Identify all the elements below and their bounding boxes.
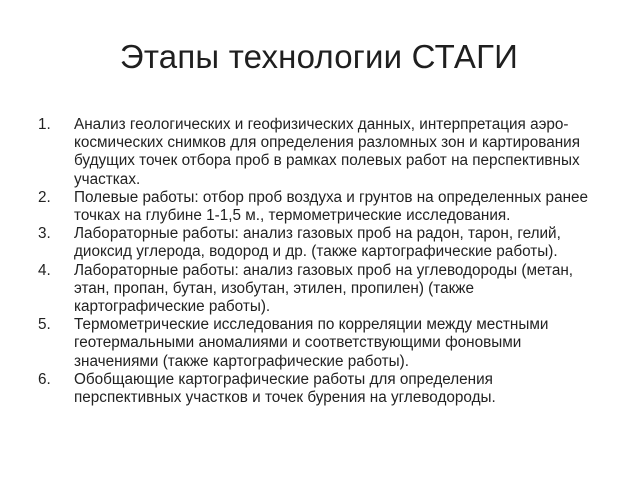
item-number: 4. [38,261,51,279]
stages-list [38,116,603,407]
item-text: Термометрические исследования по корреляции между местными геотермальными аномалиями и соответствующими фоновыми значениями (также картографические работы). [74,316,549,370]
item-number: 5. [38,316,51,334]
item-number: 2. [38,188,51,206]
item-number: 1. [38,116,51,133]
item-text: Обобщающие картографические работы для определения перспективных участков и точек бурения на углеводороды. [74,370,496,407]
list-item [38,316,603,371]
item-text: Лабораторные работы: анализ газовых проб на радон, тарон, гелий, диоксид углерода, водород и др. (также картографические работы). [74,225,561,261]
list-item [38,189,603,225]
item-text: Анализ геологических и геофизических данных, интерпретация аэро-космических снимков для определения разломных зон и картирования будущих точек отбора проб в рамках полевых работ на перспективных участках. [74,116,580,188]
list-item [38,262,603,317]
item-text: Полевые работы: отбор проб воздуха и грунтов на определенных ранее точках на глубине 1-1,5 м., термометрические исследования. [74,188,589,225]
item-number: 6. [38,370,51,388]
item-text: Лабораторные работы: анализ газовых проб на углеводороды (метан, этан, пропан, бутан, изобутан, этилен, пропилен) (также картографические работы). [74,261,574,316]
item-number: 3. [38,225,51,243]
slide-title: Этапы технологии СТАГИ [119,38,519,75]
list-item [38,225,603,261]
list-item [38,116,603,189]
list-item [38,371,603,407]
